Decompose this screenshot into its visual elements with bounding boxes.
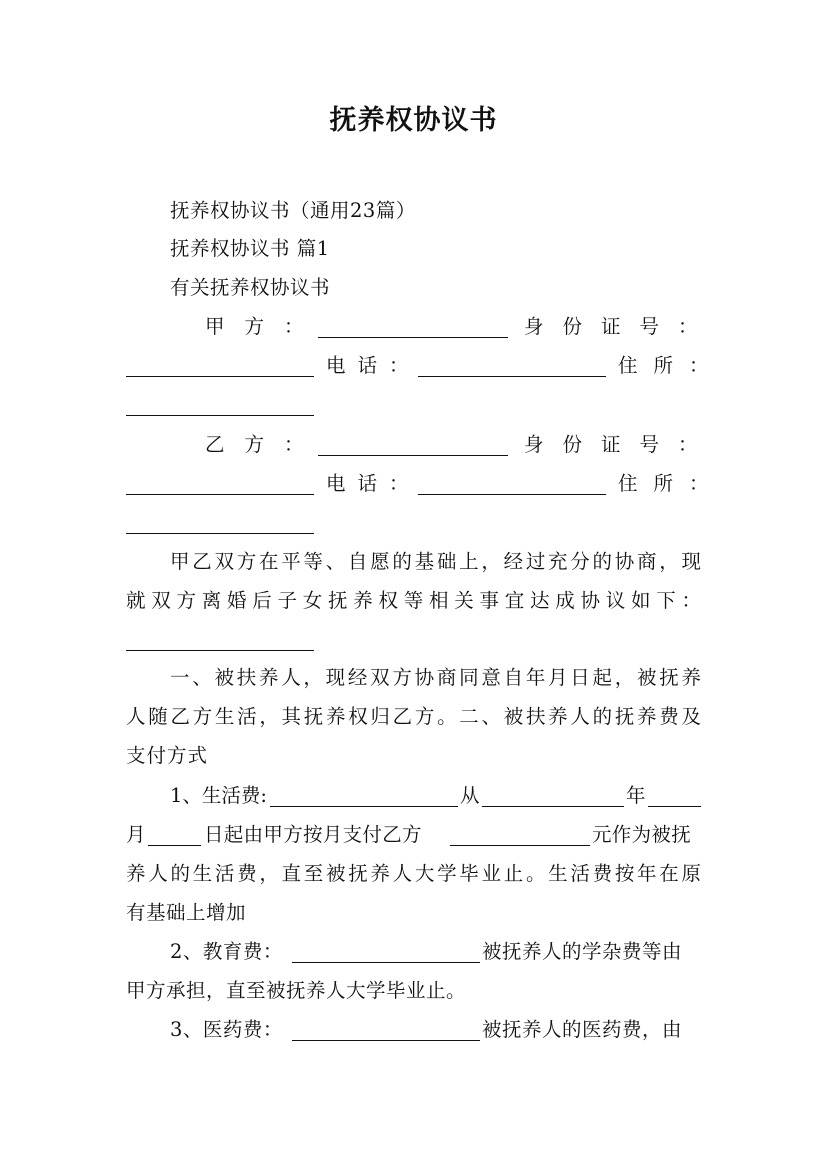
intro-blank [126,628,314,651]
education-cost-line-2: 甲方承担，直至被抚养人大学毕业止。 [126,979,467,1002]
living-cost-pay-blank [450,823,590,846]
party-a-address-blank [126,393,314,416]
party-b-id-blank [126,472,314,495]
living-cost-year-blank [482,784,624,807]
party-b-phone-label: 电话： [326,472,421,495]
living-cost-year: 年 [626,784,647,807]
party-a-phone-label: 电话： [326,354,421,377]
clause-1-line-3: 支付方式 [126,744,209,767]
education-cost-label: 2、教育费： [170,940,283,963]
clause-1-line-2: 人随乙方生活，其抚养权归乙方。二、被扶养人的抚养费及 [126,705,701,728]
living-cost-text-b: 元作为被抚 [592,823,692,846]
party-b-label: 乙方： [205,433,324,456]
doc-heading: 有关抚养权协议书 [170,276,331,299]
medical-cost-text: 被抚养人的医药费，由 [482,1018,683,1041]
living-cost-from: 从 [460,784,481,807]
living-cost-text-a: 日起由甲方按月支付乙方 [204,823,422,846]
party-a-label: 甲方： [205,315,324,338]
intro-line-1: 甲乙双方在平等、自愿的基础上，经过充分的协商，现 [170,550,701,573]
education-cost-text: 被抚养人的学杂费等由 [482,940,683,963]
party-a-name-blank [318,315,508,338]
document-subtitle: 抚养权协议书（通用23篇） [170,199,416,222]
living-cost-day-blank [148,823,201,846]
party-b-address-label: 住所： [618,472,725,495]
party-b-phone-blank [418,472,606,495]
party-a-id-blank [126,354,314,377]
party-b-id-label: 身份证号： [524,433,717,456]
party-b-address-blank [126,511,314,534]
party-a-address-label: 住所： [618,354,725,377]
living-cost-amount-blank [270,784,458,807]
medical-cost-blank [292,1018,480,1041]
living-cost-line-3: 养人的生活费，直至被抚养人大学毕业止。生活费按年在原 [126,862,701,885]
party-b-name-blank [318,433,508,456]
intro-line-2: 就双方离婚后子女抚养权等相关事宜达成协议如下： [126,589,701,612]
living-cost-label: 1、生活费: [170,784,267,807]
section-heading: 抚养权协议书 篇1 [170,237,330,260]
living-cost-month-blank [648,784,701,807]
medical-cost-label: 3、医药费： [170,1018,283,1041]
party-a-id-label: 身份证号： [524,315,717,338]
living-cost-month: 月 [126,823,147,846]
education-cost-blank [292,940,480,963]
living-cost-line-4: 有基础上增加 [126,901,247,924]
document-title: 抚养权协议书 [329,105,498,136]
clause-1-line-1: 一、被扶养人，现经双方协商同意自年月日起，被抚养 [170,666,701,689]
party-a-phone-blank [418,354,606,377]
